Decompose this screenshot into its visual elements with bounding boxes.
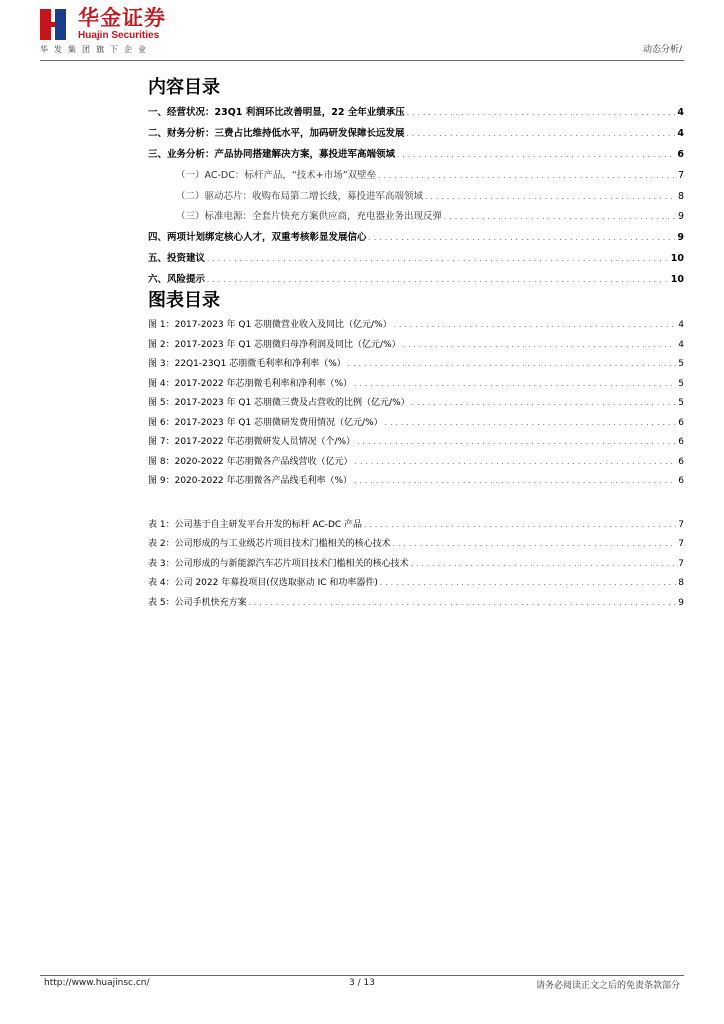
table-entry-page: 7 xyxy=(678,539,684,549)
figure-entry-page: 6 xyxy=(678,476,684,486)
toc-item-page: 9 xyxy=(677,232,684,244)
toc-item-title: 五、投资建议 xyxy=(148,253,206,265)
figure-entry-title: 图 4：2017-2022 年芯朋微毛利率和净利率（%） xyxy=(148,378,353,389)
figure-entry-page: 5 xyxy=(678,378,684,389)
figure-entry[interactable] xyxy=(148,316,684,336)
figure-entry-page: 4 xyxy=(678,339,684,350)
footer-disclaimer: 请务必阅读正文之后的免责条款部分 xyxy=(535,981,680,991)
figure-entry-page: 6 xyxy=(678,456,684,467)
figure-toc xyxy=(148,316,684,613)
toc-item[interactable] xyxy=(148,270,684,291)
toc-item-page: 6 xyxy=(677,148,684,160)
toc-item-page: 9 xyxy=(677,211,684,223)
toc-item-page: 4 xyxy=(677,107,684,118)
toc-subitem[interactable] xyxy=(148,187,684,208)
table-entry[interactable] xyxy=(148,574,684,594)
toc-item-title: （三）标准电源：全套片快充方案供应商，充电器业务出现反弹 xyxy=(176,211,443,223)
figure-entry-page: 5 xyxy=(678,398,684,408)
document-type: 动态分析/ xyxy=(642,45,682,55)
figure-entry-page: 4 xyxy=(678,320,684,330)
brand-slogan: 华发集团旗下企业 xyxy=(40,45,152,54)
toc-item-page: 8 xyxy=(677,190,684,202)
table-entry-title: 表 5：公司手机快充方案 xyxy=(148,597,247,608)
table-entry[interactable] xyxy=(148,516,684,536)
table-entry-title: 表 1：公司基于自主研发平台开发的标杆 AC-DC 产品 xyxy=(148,519,363,530)
figure-entry-page: 6 xyxy=(678,437,684,447)
toc-item-title: 四、两项计划绑定核心人才，双重考核彰显发展信心 xyxy=(148,232,367,244)
toc-subitem[interactable] xyxy=(148,207,684,228)
toc-item-title: 二、财务分析：三费占比维持低水平，加码研发保障长远发展 xyxy=(148,127,405,139)
page-header xyxy=(0,0,724,64)
figure-entry-title: 图 2：2017-2023 年 Q1 芯朋微归母净利润及同比（亿元/%） xyxy=(148,339,401,350)
toc-item[interactable] xyxy=(148,249,684,270)
header-divider xyxy=(40,60,684,61)
figure-entry-page: 6 xyxy=(678,417,684,428)
content-toc-title: 内容目录 xyxy=(148,77,220,98)
toc-item-page: 7 xyxy=(677,169,684,181)
figure-entry-title: 图 3：22Q1-23Q1 芯朋微毛利率和净利率（%） xyxy=(148,359,346,369)
toc-item-title: 一、经营状况：23Q1 利润环比改善明显，22 全年业绩承压 xyxy=(148,107,405,118)
footer-url[interactable]: http://www.huajinsc.cn/ xyxy=(44,978,150,988)
toc-item[interactable] xyxy=(148,145,684,166)
figure-entry[interactable] xyxy=(148,453,684,473)
table-entry-page: 7 xyxy=(678,558,684,569)
table-entry-page: 9 xyxy=(678,597,684,608)
figure-entry-title: 图 7：2017-2022 年芯朋微研发人员情况（个/%） xyxy=(148,437,356,447)
toc-item-title: （二）驱动芯片：收购布局第二增长线，募投进军高端领域 xyxy=(176,190,424,202)
table-entry[interactable] xyxy=(148,535,684,555)
figure-entry[interactable] xyxy=(148,336,684,356)
figure-toc-title: 图表目录 xyxy=(148,290,220,311)
figure-entry[interactable] xyxy=(148,433,684,453)
figure-entry[interactable] xyxy=(148,355,684,375)
table-entry[interactable] xyxy=(148,555,684,575)
list-gap xyxy=(148,504,684,516)
figure-entry[interactable] xyxy=(148,414,684,434)
figure-entry[interactable] xyxy=(148,472,684,492)
huajin-logo-icon xyxy=(40,9,66,40)
table-entry-title: 表 3：公司形成的与新能源汽车芯片项目技术门槛相关的核心技术 xyxy=(148,558,409,569)
toc-item-title: 三、业务分析：产品协同搭建解决方案，募投进军高端领域 xyxy=(148,148,396,160)
table-entry[interactable] xyxy=(148,594,684,614)
page-number: 3 / 13 xyxy=(349,978,375,988)
list-gap xyxy=(148,492,684,504)
toc-subitem[interactable] xyxy=(148,166,684,187)
toc-item-title: 六、风险提示 xyxy=(148,274,206,286)
table-entry-title: 表 2：公司形成的与工业级芯片项目技术门槛相关的核心技术 xyxy=(148,539,391,549)
figure-entry-page: 5 xyxy=(678,359,684,369)
figure-entry-title: 图 1：2017-2023 年 Q1 芯朋微营业收入及同比（亿元/%） xyxy=(148,320,392,330)
table-entry-title: 表 4：公司 2022 年募投项目(仅选取驱动 IC 和功率器件) xyxy=(148,578,378,588)
footer-divider xyxy=(40,975,684,976)
figure-entry[interactable] xyxy=(148,394,684,414)
toc-item-page: 10 xyxy=(670,274,684,286)
table-entry-page: 7 xyxy=(678,519,684,530)
toc-item-page: 4 xyxy=(677,127,684,139)
figure-entry-title: 图 8：2020-2022 年芯朋微各产品线营收（亿元） xyxy=(148,456,353,467)
figure-entry-title: 图 6：2017-2023 年 Q1 芯朋微研发费用情况（亿元/%） xyxy=(148,417,383,428)
toc-item-title: （一）AC-DC：标杆产品，“技术+市场”双壁垒 xyxy=(176,169,377,181)
brand-name-en: Huajin Securities xyxy=(78,30,160,41)
toc-item[interactable] xyxy=(148,228,684,249)
figure-entry-title: 图 5：2017-2023 年 Q1 芯朋微三费及占营收的比例（亿元/%） xyxy=(148,398,410,408)
content-toc xyxy=(148,103,684,291)
brand-name-cn: 华金证券 xyxy=(78,6,166,30)
figure-entry-title: 图 9：2020-2022 年芯朋微各产品线毛利率（%） xyxy=(148,476,353,486)
toc-item[interactable] xyxy=(148,124,684,145)
figure-entry[interactable] xyxy=(148,375,684,395)
table-entry-page: 8 xyxy=(678,578,684,588)
toc-item[interactable] xyxy=(148,103,684,124)
toc-item-page: 10 xyxy=(670,253,684,265)
